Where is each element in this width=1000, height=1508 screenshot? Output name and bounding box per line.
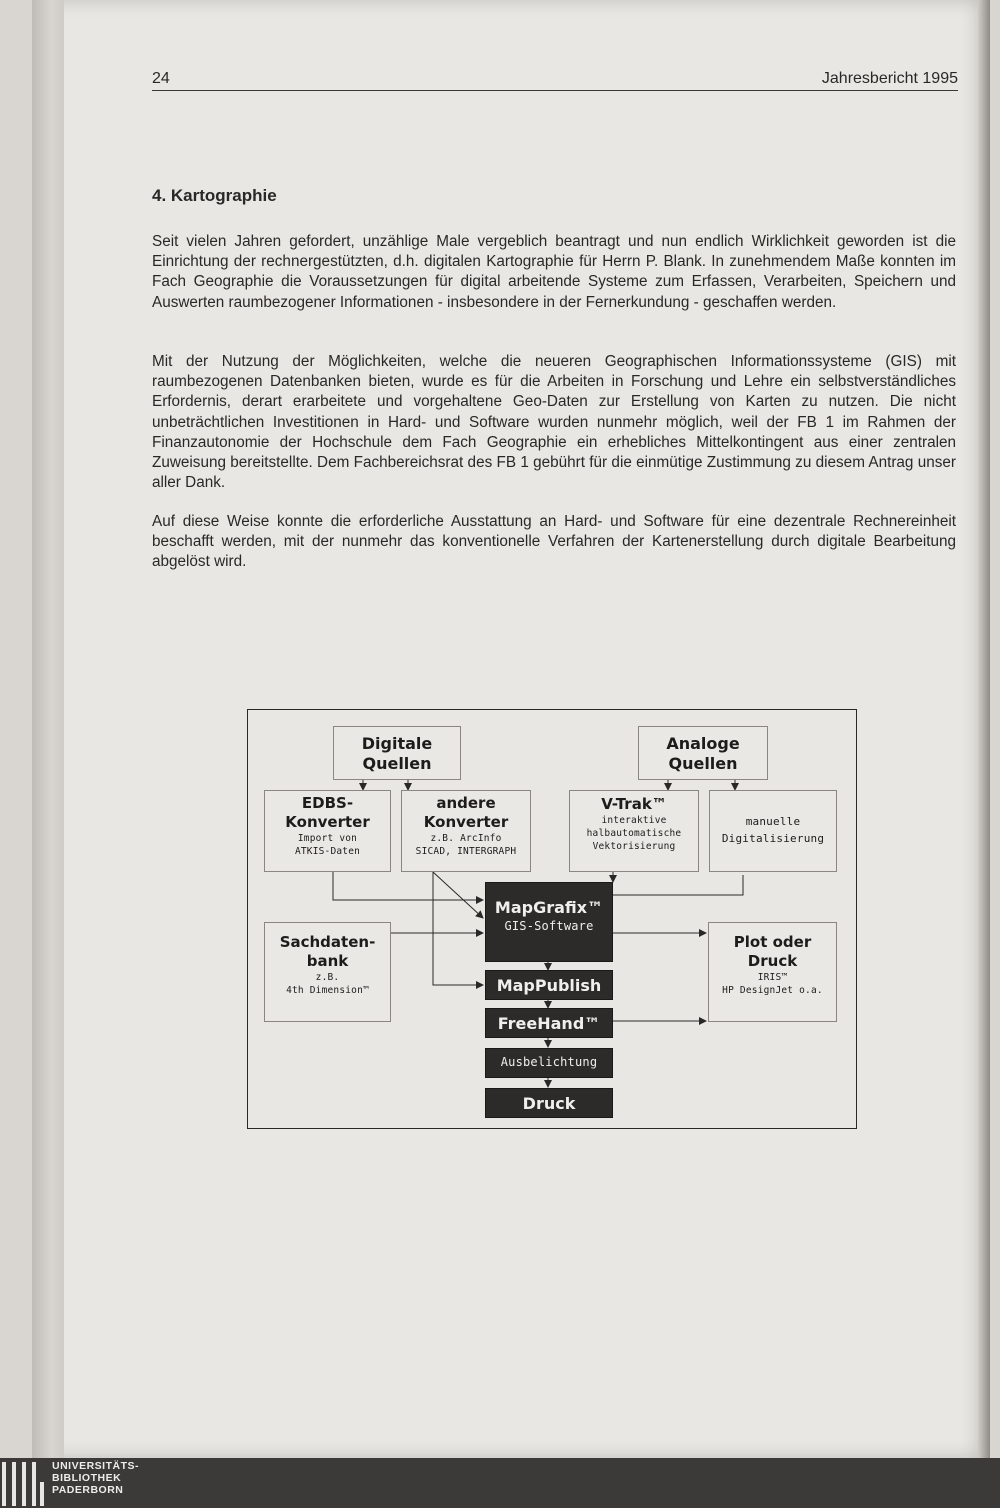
footer-line-2: BIBLIOTHEK — [52, 1472, 122, 1484]
label-atkis-daten: ATKIS-Daten — [294, 846, 361, 857]
box-druck: Druck — [485, 1088, 613, 1118]
label-manuelle: manuelle — [745, 815, 801, 828]
library-logo-text — [52, 1460, 139, 1496]
box-manuelle-digitalisierung — [709, 790, 837, 872]
label-iris: IRIS™ — [757, 972, 788, 983]
label-andere: andere — [436, 794, 496, 812]
workflow-diagram — [247, 709, 857, 1129]
page-binding-edge — [32, 0, 64, 1458]
box-edbs-konverter — [264, 790, 391, 872]
label-bank: bank — [306, 952, 349, 970]
label-analoge: Analoge — [666, 734, 740, 753]
arrow-andere-mapgrafix — [433, 872, 483, 918]
label-druck-1: Druck — [747, 952, 798, 970]
box-vtrak — [569, 790, 699, 872]
label-arcinfo: z.B. ArcInfo — [430, 833, 502, 844]
label-digitale: Digitale — [361, 734, 433, 753]
label-4th-dimension: 4th Dimension™ — [286, 985, 369, 996]
box-freehand: FreeHand™ — [485, 1008, 613, 1038]
label-hp-designjet: HP DesignJet o.a. — [722, 985, 823, 996]
arrow-edbs-mapgrafix — [333, 872, 483, 900]
box-plot-oder-druck — [708, 922, 837, 1022]
label-zb: z.B. — [315, 972, 340, 983]
arrow-andere-mappublish — [433, 872, 483, 985]
box-andere-konverter — [401, 790, 531, 872]
label-mapgrafix: MapGrafix™ — [494, 898, 604, 917]
section-title: 4. Kartographie — [152, 186, 277, 205]
label-konverter-1: Konverter — [285, 813, 370, 831]
paragraph-3: Auf diese Weise konnte die erforderliche Ausstattung an Hard- und Software für eine dezentrale Rechnereinheit beschafft werden, mit der nunmehr das konventionelle Verfahren der Kartenerstellung durch digitale Bearbeitung abgelöst wird. — [152, 513, 956, 571]
library-logo-icon — [2, 1462, 46, 1506]
running-title: Jahresbericht 1995 — [821, 70, 958, 87]
label-quellen-2: Quellen — [668, 754, 738, 773]
label-sicad-intergraph: SICAD, INTERGRAPH — [415, 846, 517, 857]
page-number: 24 — [152, 70, 170, 87]
label-interaktive: interaktive — [601, 815, 667, 826]
label-edbs: EDBS- — [301, 794, 354, 812]
box-digitale-quellen — [333, 726, 461, 780]
label-import-von: Import von — [297, 833, 358, 844]
paragraph-1: Seit vielen Jahren gefordert, unzählige Male vergeblich beantragt und nun endlich Wirklichkeit geworden ist die Einrichtung der rechnergestützten, d.h. digitalen Kartographie für Herrn P. Blank. In zunehmendem Maße konnten im Fach Geographie die Voraussetzungen für digital arbeitende Systeme zum Erfassen, Verarbeiten, Speichern und Auswerten raumbezogener Informationen - insbesondere in der Fernerkundung - geschaffen werden. — [152, 233, 956, 311]
box-analoge-quellen — [638, 726, 768, 780]
paragraph-2: Mit der Nutzung der Möglichkeiten, welche die neueren Geographischen Informationssysteme (GIS) mit raumbezogenen Datenbanken bieten, wurde es für die Arbeiten in Forschung und Lehre ein selbstverständliches Erfordernis, derart erarbeitete und vorgehaltene Geo-Daten zur Erstellung von Karten zu nutzen. Die nicht unbeträchtlichen Investitionen in Hard- und Software wurden nunmehr möglich, weil der FB 1 im Rahmen der Finanzautonomie der Hochschule dem Fach Geographie ein erhebliches Mittelkontingent aus einer zentralen Zuweisung bereitstellte. Dem Fachbereichsrat des FB 1 gebührt für die einmütige Zustimmung zu diesem Antrag unser aller Dank. — [152, 353, 956, 492]
label-sachdaten: Sachdaten- — [279, 933, 376, 951]
box-ausbelichtung: Ausbelichtung — [485, 1048, 613, 1078]
label-digitalisierung: Digitalisierung — [721, 832, 825, 845]
footer-line-1: UNIVERSITÄTS- — [52, 1460, 140, 1472]
label-plot-oder: Plot oder — [733, 933, 812, 951]
page-right-edge — [978, 0, 990, 1458]
label-quellen-1: Quellen — [362, 754, 432, 773]
footer-line-3: PADERBORN — [52, 1484, 124, 1496]
box-sachdatenbank — [264, 922, 391, 1022]
box-mapgrafix — [485, 882, 613, 962]
running-header — [152, 70, 958, 91]
label-halbautomatische: halbautomatische — [586, 828, 682, 839]
box-mappublish: MapPublish — [485, 970, 613, 1000]
label-konverter-2: Konverter — [423, 813, 509, 831]
label-vtrak: V-Trak™ — [601, 795, 667, 813]
arrow-manuelle-mapgrafix — [613, 875, 743, 895]
label-vektorisierung: Vektorisierung — [592, 841, 676, 852]
library-footer — [0, 1458, 1000, 1508]
label-gis-software: GIS-Software — [504, 919, 594, 933]
